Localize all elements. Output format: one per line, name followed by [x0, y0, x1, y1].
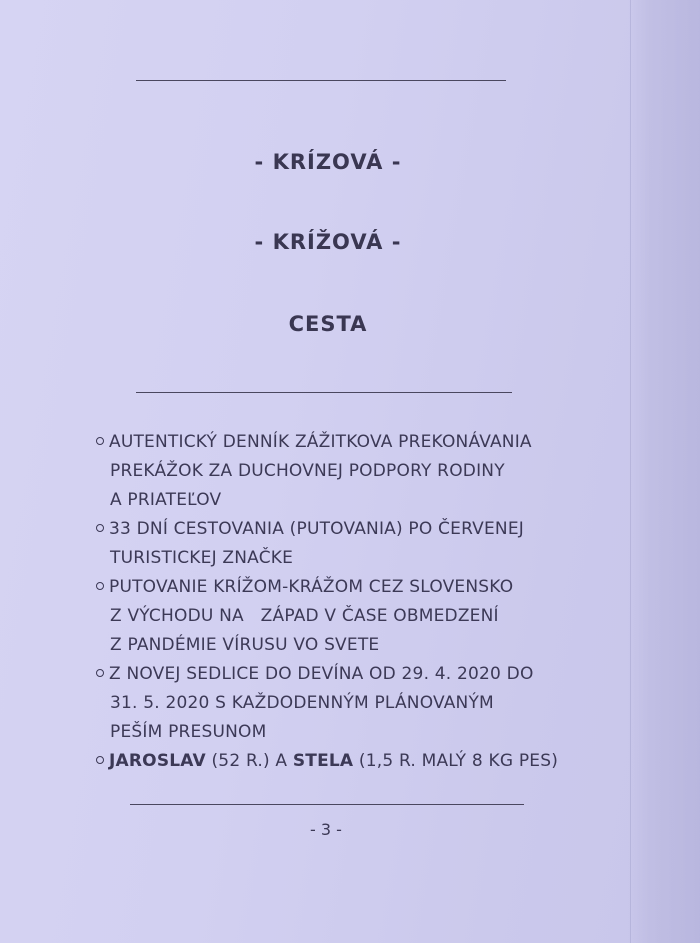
bullet-dot-icon: [96, 437, 104, 445]
bullet-text: PREKÁŽOK ZA DUCHOVNEJ PODPORY RODINY: [110, 461, 505, 481]
bullet-dot-icon: [96, 756, 104, 764]
title-line-1: - KRÍZOVÁ -: [254, 150, 402, 174]
bullet-text: A PRIATEĽOV: [110, 490, 222, 510]
bullet-text: PUTOVANIE KRÍŽOM-KRÁŽOM CEZ SLOVENSKO: [109, 577, 514, 597]
bullet-text: 31. 5. 2020 S KAŽDODENNÝM PLÁNOVANÝM: [110, 693, 494, 713]
traveler-name: JAROSLAV: [109, 751, 206, 771]
dog-description: (1,5 R. MALÝ 8 KG PES): [353, 751, 559, 771]
traveler-age: (52 R.) A: [205, 751, 293, 771]
bullet-item: [96, 573, 566, 660]
bullet-item: [96, 747, 566, 776]
title-line-3: CESTA: [288, 312, 368, 336]
dog-name: STELA: [292, 751, 354, 771]
bullet-text: Z PANDÉMIE VÍRUSU VO SVETE: [110, 635, 380, 655]
bullet-text: PEŠÍM PRESUNOM: [110, 722, 267, 742]
page-edge-line: [630, 0, 631, 943]
bullet-text: 33 DNÍ CESTOVANIA (PUTOVANIA) PO ČERVENEJ: [109, 519, 524, 539]
title-line-2: - KRÍŽOVÁ -: [254, 230, 402, 254]
bullet-dot-icon: [96, 669, 104, 677]
middle-rule: [136, 392, 512, 393]
bottom-rule: [130, 804, 524, 805]
bullet-dot-icon: [96, 524, 104, 532]
bullet-item: [96, 515, 566, 573]
bullet-text: Z NOVEJ SEDLICE DO DEVÍNA OD 29. 4. 2020 DO: [109, 664, 534, 684]
bullet-dot-icon: [96, 582, 104, 590]
page-number: - 3 -: [310, 820, 342, 839]
page-edge-shadow: [628, 0, 700, 943]
bullet-text: Z VÝCHODU NA ZÁPAD V ČASE OBMEDZENÍ: [110, 606, 499, 626]
bullet-item: [96, 428, 566, 515]
bullet-item: [96, 660, 566, 747]
bullet-text: AUTENTICKÝ DENNÍK ZÁŽITKOVA PREKONÁVANIA: [109, 432, 532, 452]
bullet-list: [96, 428, 566, 776]
top-rule: [136, 80, 506, 81]
bullet-text: TURISTICKEJ ZNAČKE: [110, 548, 294, 568]
